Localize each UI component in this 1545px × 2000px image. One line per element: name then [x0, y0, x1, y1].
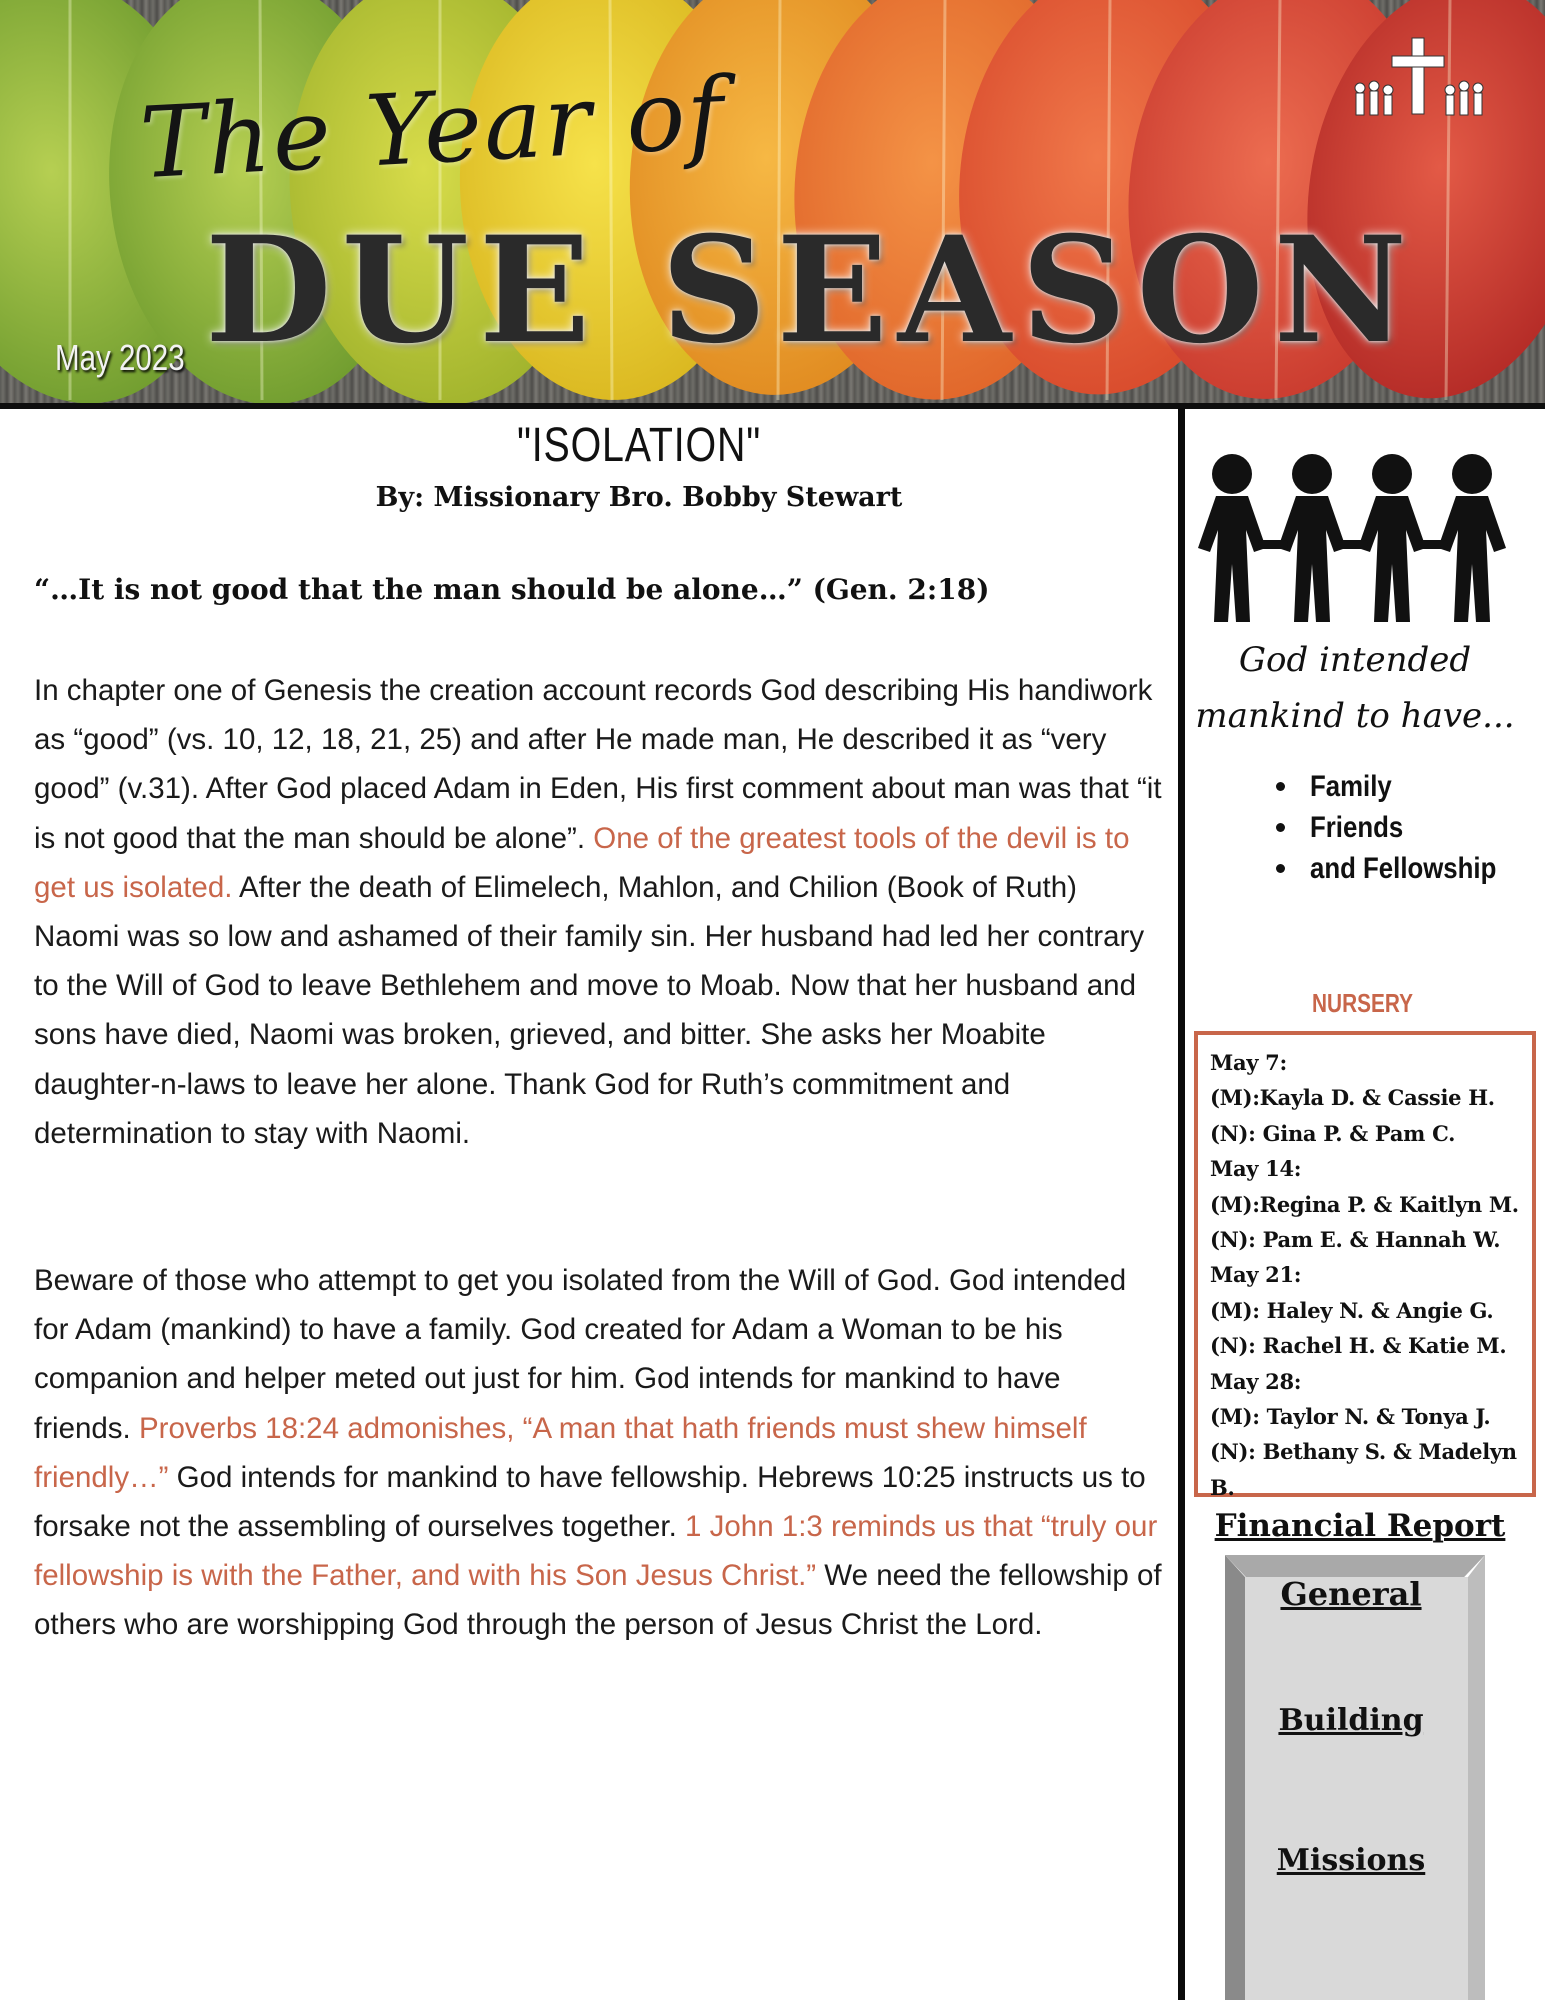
nursery-line: May 21:	[1210, 1262, 1302, 1288]
banner-divider	[0, 403, 1545, 409]
nursery-schedule	[1194, 1031, 1536, 1500]
highlighted-text: Proverbs 18:24 admonishes, “A man that hath friends must shew himself friendly…”	[34, 1411, 1087, 1494]
nursery-line: May 28:	[1210, 1368, 1302, 1394]
banner-script-title: The Year of	[137, 56, 729, 202]
highlighted-text: 1 John 1:3 reminds us that “truly our fellowship is with the Father, and with his Son Jesus Christ.”	[34, 1510, 1158, 1593]
box-top	[1225, 1555, 1485, 1577]
nursery-line: B.	[1210, 1474, 1235, 1500]
nursery-line: (N): Gina P. & Pam C.	[1210, 1120, 1456, 1146]
list-item	[1272, 807, 1527, 848]
nursery-line: (M):Regina P. & Kaitlyn M.	[1210, 1191, 1519, 1217]
nursery-line: (M):Kayla D. & Cassie H.	[1210, 1085, 1495, 1111]
nursery-line: (M): Haley N. & Angie G.	[1210, 1297, 1494, 1323]
paragraph-text: We need the fellowship of others who are worshipping God through the person of Jesus Christ the Lord.	[34, 1559, 1162, 1642]
list-item	[1272, 766, 1527, 807]
paper-people-icon	[1192, 452, 1514, 624]
list-item-label: Friends	[1310, 811, 1404, 844]
header-banner	[0, 0, 1545, 408]
list-item	[1272, 848, 1527, 889]
paragraph-text: In chapter one of Genesis the creation account records God describing His handiwork as “good” (vs. 10, 12, 18, 21, 25) and after He made man, He described it as “very good” (v.31). After God placed Adam in Eden, His first comment about man was that “it is not good that the man should be alone”.	[34, 674, 1162, 855]
scripture-quote: “…It is not good that the man should be alone…” (Gen. 2:18)	[34, 573, 990, 606]
financial-item-missions: Missions	[1276, 1843, 1426, 1878]
paragraph-text: God intends for mankind to have fellowship. Hebrews 10:25 instructs us to forsake not the assembling of ourselves together.	[34, 1460, 1146, 1544]
box-face	[1245, 1577, 1468, 2000]
column-divider	[1178, 408, 1185, 2000]
financial-item-general: General	[1280, 1575, 1422, 1613]
nursery-line: (N): Rachel H. & Katie M.	[1210, 1333, 1507, 1359]
article-title: "ISOLATION"	[516, 419, 762, 472]
cross-logo-icon	[1340, 30, 1500, 130]
nursery-line: (N): Pam E. & Hannah W.	[1210, 1227, 1501, 1253]
box-side	[1225, 1555, 1245, 2000]
list-item-label: Family	[1310, 770, 1392, 803]
financial-report-heading: Financial Report	[1214, 1508, 1506, 1544]
intended-line-1: God intended	[1238, 640, 1472, 680]
financial-item-building: Building	[1278, 1703, 1424, 1738]
nursery-line: (N): Bethany S. & Madelyn	[1210, 1439, 1517, 1465]
banner-main-title: DUE SEASON	[205, 205, 1418, 376]
article-byline: By: Missionary Bro. Bobby Stewart	[375, 482, 903, 513]
list-item-label: and Fellowship	[1310, 852, 1497, 885]
paragraph-text: Beware of those who attempt to get you isolated from the Will of God. God intended for Adam (mankind) to have a family. God created for Adam a Woman to be his companion and helper meted out just for him. God intends for mankind to have friends.	[34, 1264, 1127, 1445]
article-paragraph-1	[34, 666, 1164, 1158]
nursery-line: May 7:	[1210, 1050, 1287, 1075]
paragraph-text: After the death of Elimelech, Mahlon, and Chilion (Book of Ruth) Naomi was so low and ashamed of their family sin. Her husband had led her contrary to the Will of God to leave Bethlehem and move to Moab. Now that her husband and sons have died, Naomi was broken, grieved, and bitter. She asks her Moabite daughter-n-laws to leave her alone. Thank God for Ruth’s commitment and determination to stay with Naomi.	[34, 870, 1145, 1150]
highlighted-text: One of the greatest tools of the devil is to get us isolated.	[34, 821, 1130, 904]
intended-line-2: mankind to have...	[1195, 696, 1515, 736]
nursery-line: May 14:	[1210, 1156, 1302, 1182]
article-paragraph-2	[34, 1256, 1164, 1650]
nursery-heading: NURSERY	[1312, 988, 1413, 1018]
issue-date: May 2023	[55, 337, 185, 378]
box-edge	[1468, 1555, 1485, 2000]
nursery-line: (M): Taylor N. & Tonya J.	[1210, 1404, 1491, 1430]
financial-report-box	[1225, 1555, 1485, 2000]
intended-list	[1272, 766, 1527, 889]
sidebar-intended-heading	[1190, 632, 1520, 744]
